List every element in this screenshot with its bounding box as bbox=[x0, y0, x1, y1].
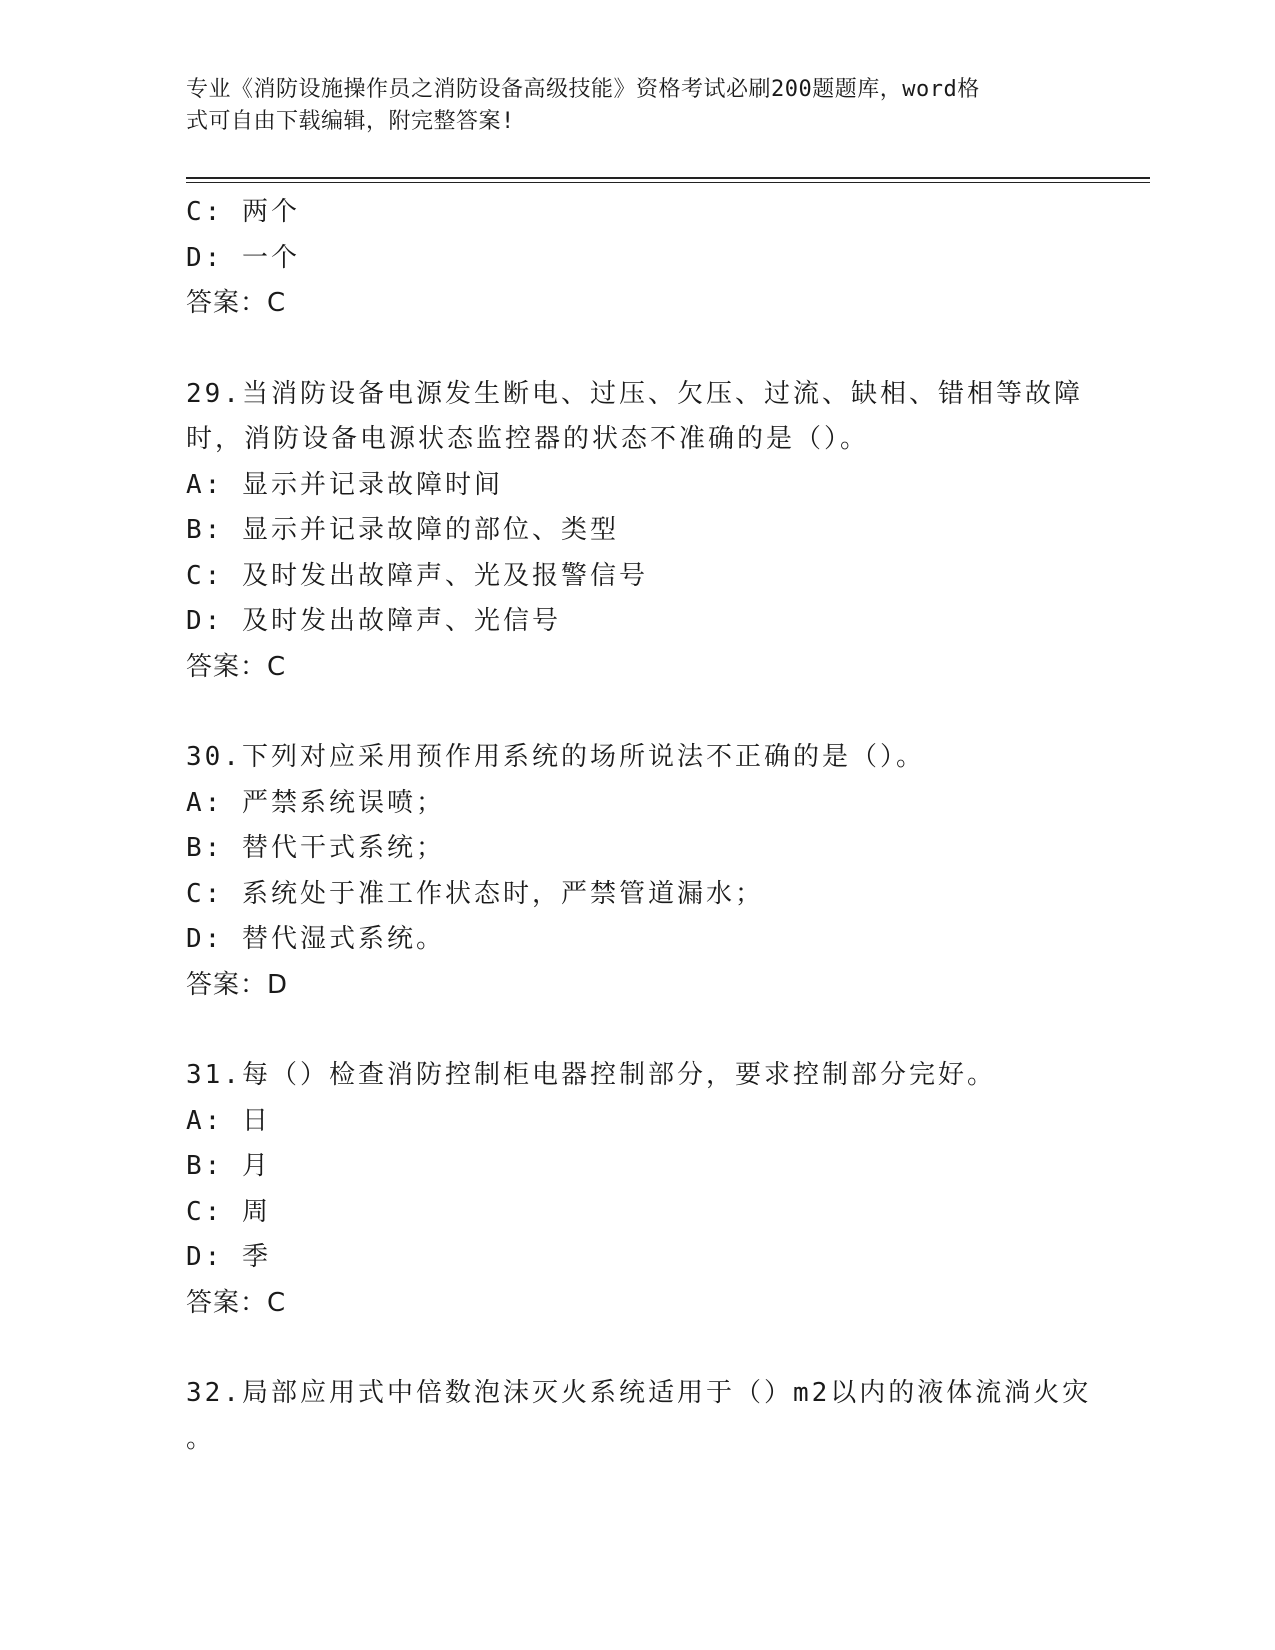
header-line-1: 专业《消防设施操作员之消防设备高级技能》资格考试必刷200题题库，word格 bbox=[186, 77, 980, 102]
option-d: D: 替代湿式系统。 bbox=[186, 924, 445, 954]
option-d: D: 季 bbox=[186, 1242, 271, 1272]
option-c: C: 及时发出故障声、光及报警信号 bbox=[186, 560, 648, 591]
question-31 bbox=[186, 1053, 1086, 1326]
option-a: A: 日 bbox=[186, 1105, 271, 1136]
question-text: 31.每（）检查消防控制柜电器控制部分，要求控制部分完好。 bbox=[186, 1060, 996, 1090]
option-c: C: 周 bbox=[186, 1196, 271, 1227]
question-text-cont: 。 bbox=[186, 1423, 216, 1454]
question-text-cont: 时，消防设备电源状态监控器的状态不准确的是（）。 bbox=[186, 424, 870, 454]
option-b: B: 月 bbox=[186, 1151, 271, 1181]
question-text: 32.局部应用式中倍数泡沫灭火系统适用于（）m2以内的液体流淌火灾 bbox=[186, 1378, 1092, 1408]
option-a: A: 严禁系统误喷； bbox=[186, 787, 445, 818]
option-d: D: 及时发出故障声、光信号 bbox=[186, 606, 561, 636]
option-b: B: 显示并记录故障的部位、类型 bbox=[186, 515, 619, 545]
option-b: B: 替代干式系统； bbox=[186, 833, 445, 863]
answer: 答案：C bbox=[186, 1287, 287, 1318]
question-text: 30.下列对应采用预作用系统的场所说法不正确的是（）。 bbox=[186, 742, 925, 772]
header-rule-thin bbox=[186, 182, 1150, 183]
question-fragment bbox=[186, 190, 1086, 327]
question-29 bbox=[186, 372, 1086, 691]
answer: 答案：C bbox=[186, 651, 287, 682]
question-list bbox=[186, 190, 1092, 1462]
answer: 答案：D bbox=[186, 969, 289, 1000]
option-c: C: 系统处于准工作状态时，严禁管道漏水； bbox=[186, 878, 764, 909]
question-text: 29.当消防设备电源发生断电、过压、欠压、过流、缺相、错相等故障 bbox=[186, 378, 1083, 409]
option-d: D: 一个 bbox=[186, 242, 300, 273]
document-header bbox=[186, 74, 1066, 138]
question-30 bbox=[186, 735, 1086, 1008]
option-c: C: 两个 bbox=[186, 197, 300, 227]
question-32 bbox=[186, 1371, 1092, 1462]
answer: 答案：C bbox=[186, 288, 287, 318]
header-line-2: 式可自由下载编辑，附完整答案! bbox=[186, 109, 515, 134]
option-a: A: 显示并记录故障时间 bbox=[186, 469, 503, 500]
header-rule-thick bbox=[186, 177, 1150, 179]
